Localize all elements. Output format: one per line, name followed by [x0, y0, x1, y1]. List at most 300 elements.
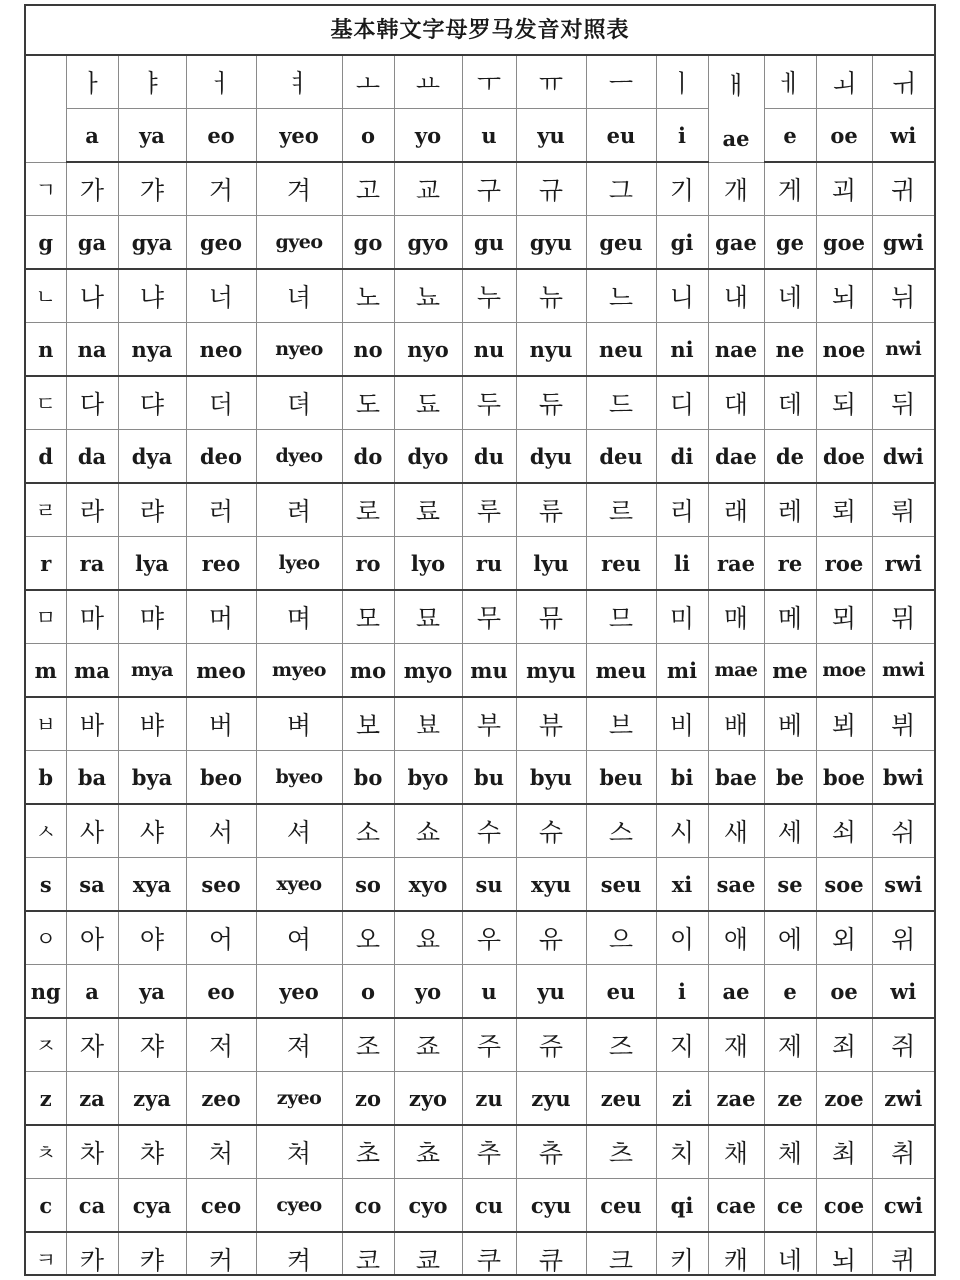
syllable-cell: 셔 — [256, 804, 342, 858]
romanized-cell: xyo — [394, 858, 462, 912]
vowel-roman: u — [462, 109, 516, 163]
romanized-cell: eu — [586, 965, 656, 1019]
syllable-cell: 벼 — [256, 697, 342, 751]
syllable-cell: 스 — [586, 804, 656, 858]
syllable-cell: 재 — [708, 1018, 764, 1072]
romanized-cell: byo — [394, 751, 462, 805]
romanized-cell: cu — [462, 1179, 516, 1233]
syllable-cell: 미 — [656, 590, 708, 644]
syllable-cell: 보 — [342, 697, 394, 751]
syllable-cell: 귀 — [872, 162, 934, 216]
romanized-cell: wi — [872, 965, 934, 1019]
syllable-cell: 뉴 — [516, 269, 586, 323]
syllable-cell: 아 — [66, 911, 118, 965]
romanized-row — [26, 965, 934, 1019]
syllable-cell: 츄 — [516, 1125, 586, 1179]
romanized-cell: lya — [118, 537, 186, 591]
syllable-cell: 저 — [186, 1018, 256, 1072]
romanized-cell: bwi — [872, 751, 934, 805]
romanized-cell: do — [342, 430, 394, 484]
syllable-cell: 머 — [186, 590, 256, 644]
syllable-cell: 이 — [656, 911, 708, 965]
syllable-cell: 추 — [462, 1125, 516, 1179]
romanized-cell: so — [342, 858, 394, 912]
romanized-cell: xi — [656, 858, 708, 912]
consonant-letter: ㄴ — [26, 269, 66, 323]
syllable-cell: 버 — [186, 697, 256, 751]
romanized-row — [26, 751, 934, 805]
syllable-cell: 채 — [708, 1125, 764, 1179]
romanized-cell: co — [342, 1179, 394, 1233]
vowel-roman: yeo — [256, 109, 342, 163]
romanized-cell: gwi — [872, 216, 934, 270]
romanized-cell: myo — [394, 644, 462, 698]
syllable-cell: 뇌 — [816, 1232, 872, 1276]
consonant-roman: g — [26, 216, 66, 270]
syllable-cell: 되 — [816, 376, 872, 430]
syllable-cell: 캐 — [708, 1232, 764, 1276]
vowel-letter: ㅏ — [66, 56, 118, 109]
syllable-cell: 댜 — [118, 376, 186, 430]
romanized-cell: zyeo — [256, 1072, 342, 1126]
romanized-cell: deu — [586, 430, 656, 484]
syllable-cell: 여 — [256, 911, 342, 965]
vowel-roman: wi — [872, 109, 934, 163]
romanized-row — [26, 430, 934, 484]
romanized-cell: u — [462, 965, 516, 1019]
romanized-cell: yu — [516, 965, 586, 1019]
syllable-cell: 랴 — [118, 483, 186, 537]
romanized-cell: beu — [586, 751, 656, 805]
romanized-cell: gu — [462, 216, 516, 270]
romanized-cell: cwi — [872, 1179, 934, 1233]
romanized-cell: nwi — [872, 323, 934, 377]
consonant-letter: ㅇ — [26, 911, 66, 965]
romanized-cell: dya — [118, 430, 186, 484]
syllable-cell: 외 — [816, 911, 872, 965]
vowel-letter: ㅓ — [186, 56, 256, 109]
syllable-cell: 쇼 — [394, 804, 462, 858]
consonant-roman: c — [26, 1179, 66, 1233]
romanized-cell: gya — [118, 216, 186, 270]
syllable-cell: 키 — [656, 1232, 708, 1276]
vowel-roman: e — [764, 109, 816, 163]
syllable-cell: 뇌 — [816, 269, 872, 323]
syllable-cell: 즈 — [586, 1018, 656, 1072]
romanized-cell: seo — [186, 858, 256, 912]
romanized-cell: ceu — [586, 1179, 656, 1233]
syllable-cell: 켜 — [256, 1232, 342, 1276]
romanized-cell: be — [764, 751, 816, 805]
romanized-cell: a — [66, 965, 118, 1019]
romanized-cell: bu — [462, 751, 516, 805]
syllable-cell: 노 — [342, 269, 394, 323]
syllable-cell: 체 — [764, 1125, 816, 1179]
syllable-cell: 서 — [186, 804, 256, 858]
romanized-cell: meu — [586, 644, 656, 698]
syllable-cell: 로 — [342, 483, 394, 537]
syllable-cell: 냐 — [118, 269, 186, 323]
syllable-cell: 묘 — [394, 590, 462, 644]
syllable-cell: 네 — [764, 269, 816, 323]
romanized-cell: go — [342, 216, 394, 270]
romanized-cell: nyu — [516, 323, 586, 377]
romanized-cell: zeu — [586, 1072, 656, 1126]
syllable-cell: 도 — [342, 376, 394, 430]
romanized-cell: doe — [816, 430, 872, 484]
syllable-cell: 나 — [66, 269, 118, 323]
vowel-roman: ae — [722, 126, 750, 151]
romanized-cell: xyu — [516, 858, 586, 912]
syllable-cell: 조 — [342, 1018, 394, 1072]
syllable-cell: 루 — [462, 483, 516, 537]
syllable-cell: 뉘 — [872, 269, 934, 323]
romanized-cell: byeo — [256, 751, 342, 805]
romanized-cell: o — [342, 965, 394, 1019]
romanized-cell: nu — [462, 323, 516, 377]
syllable-cell: 챠 — [118, 1125, 186, 1179]
syllable-cell: 누 — [462, 269, 516, 323]
vowel-letter: ㅗ — [342, 56, 394, 109]
romanized-cell: bo — [342, 751, 394, 805]
romanized-cell: yeo — [256, 965, 342, 1019]
syllable-cell: 개 — [708, 162, 764, 216]
syllable-cell: 기 — [656, 162, 708, 216]
romanized-cell: zwi — [872, 1072, 934, 1126]
syllable-cell: 무 — [462, 590, 516, 644]
syllable-cell: 쵸 — [394, 1125, 462, 1179]
romanized-cell: gae — [708, 216, 764, 270]
syllable-cell: 뤼 — [872, 483, 934, 537]
romanized-cell: nyo — [394, 323, 462, 377]
romanized-cell: xya — [118, 858, 186, 912]
romanized-row — [26, 323, 934, 377]
romanized-cell: i — [656, 965, 708, 1019]
romanized-cell: ne — [764, 323, 816, 377]
romanized-cell: bae — [708, 751, 764, 805]
romanized-cell: gyo — [394, 216, 462, 270]
romanized-cell: sae — [708, 858, 764, 912]
syllable-cell: 코 — [342, 1232, 394, 1276]
romanized-cell: soe — [816, 858, 872, 912]
romanized-cell: xyeo — [256, 858, 342, 912]
syllable-cell: 슈 — [516, 804, 586, 858]
syllable-cell: 어 — [186, 911, 256, 965]
syllable-cell: 캬 — [118, 1232, 186, 1276]
syllable-cell: 처 — [186, 1125, 256, 1179]
romanized-cell: re — [764, 537, 816, 591]
romanized-cell: ra — [66, 537, 118, 591]
syllable-cell: 괴 — [816, 162, 872, 216]
syllable-cell: 레 — [764, 483, 816, 537]
romanized-cell: dwi — [872, 430, 934, 484]
romanized-cell: myu — [516, 644, 586, 698]
syllable-cell: 퀴 — [872, 1232, 934, 1276]
vowel-roman: i — [656, 109, 708, 163]
romanized-cell: cyo — [394, 1179, 462, 1233]
romanized-cell: nae — [708, 323, 764, 377]
romanized-cell: boe — [816, 751, 872, 805]
syllable-cell: 최 — [816, 1125, 872, 1179]
consonant-letter: ㅁ — [26, 590, 66, 644]
romanized-cell: reu — [586, 537, 656, 591]
romanized-cell: ya — [118, 965, 186, 1019]
romanized-cell: nyeo — [256, 323, 342, 377]
syllable-cell: 뵤 — [394, 697, 462, 751]
syllable-row — [26, 697, 934, 751]
romanized-cell: meo — [186, 644, 256, 698]
consonant-roman: ng — [26, 965, 66, 1019]
syllable-row — [26, 1018, 934, 1072]
syllable-cell: 수 — [462, 804, 516, 858]
syllable-cell: 치 — [656, 1125, 708, 1179]
romanized-cell: zu — [462, 1072, 516, 1126]
syllable-cell: 에 — [764, 911, 816, 965]
vowel-roman: ya — [118, 109, 186, 163]
romanized-cell: ro — [342, 537, 394, 591]
syllable-cell: 우 — [462, 911, 516, 965]
syllable-cell: 규 — [516, 162, 586, 216]
syllable-cell: 쳐 — [256, 1125, 342, 1179]
romanized-cell: na — [66, 323, 118, 377]
corner-cell — [26, 56, 66, 162]
vowel-letter-row — [26, 56, 934, 109]
consonant-roman: b — [26, 751, 66, 805]
romanized-cell: lyeo — [256, 537, 342, 591]
syllable-cell: 카 — [66, 1232, 118, 1276]
syllable-cell: 쥬 — [516, 1018, 586, 1072]
romanized-cell: za — [66, 1072, 118, 1126]
romanized-cell: yo — [394, 965, 462, 1019]
syllable-cell: 뮈 — [872, 590, 934, 644]
romanized-cell: seu — [586, 858, 656, 912]
syllable-cell: 뇨 — [394, 269, 462, 323]
vowel-roman: oe — [816, 109, 872, 163]
consonant-letter: ㄷ — [26, 376, 66, 430]
syllable-cell: 시 — [656, 804, 708, 858]
romanized-cell: mi — [656, 644, 708, 698]
romanized-cell: da — [66, 430, 118, 484]
vowel-letter: ㅐ — [723, 71, 749, 100]
syllable-cell: 지 — [656, 1018, 708, 1072]
romanized-cell: dyo — [394, 430, 462, 484]
romanized-cell: se — [764, 858, 816, 912]
romanized-cell: de — [764, 430, 816, 484]
romanized-cell: moe — [816, 644, 872, 698]
syllable-cell: 류 — [516, 483, 586, 537]
syllable-cell: 야 — [118, 911, 186, 965]
romanized-cell: geo — [186, 216, 256, 270]
syllable-row — [26, 1125, 934, 1179]
consonant-roman: m — [26, 644, 66, 698]
syllable-cell: 디 — [656, 376, 708, 430]
vowel-roman: o — [342, 109, 394, 163]
syllable-cell: 래 — [708, 483, 764, 537]
syllable-cell: 니 — [656, 269, 708, 323]
romanized-cell: zya — [118, 1072, 186, 1126]
syllable-cell: 네 — [764, 1232, 816, 1276]
vowel-letter: ㅡ — [586, 56, 656, 109]
vowel-roman: eo — [186, 109, 256, 163]
romanized-cell: deo — [186, 430, 256, 484]
vowel-letter: ㅕ — [256, 56, 342, 109]
romanized-cell: cyeo — [256, 1179, 342, 1233]
romanized-cell: mo — [342, 644, 394, 698]
romanized-cell: ba — [66, 751, 118, 805]
consonant-roman: z — [26, 1072, 66, 1126]
romanized-cell: mwi — [872, 644, 934, 698]
vowel-letter: ㅟ — [872, 56, 934, 109]
romanized-cell: zyu — [516, 1072, 586, 1126]
romanized-cell: ru — [462, 537, 516, 591]
romanized-cell: lyo — [394, 537, 462, 591]
syllable-cell: 먀 — [118, 590, 186, 644]
romanized-cell: mu — [462, 644, 516, 698]
consonant-letter: ㄹ — [26, 483, 66, 537]
consonant-letter: ㅈ — [26, 1018, 66, 1072]
syllable-cell: 오 — [342, 911, 394, 965]
syllable-cell: 샤 — [118, 804, 186, 858]
syllable-cell: 뵈 — [816, 697, 872, 751]
romanized-cell: goe — [816, 216, 872, 270]
syllable-cell: 듀 — [516, 376, 586, 430]
romanized-cell: roe — [816, 537, 872, 591]
syllable-cell: 뢰 — [816, 483, 872, 537]
syllable-cell: 쟈 — [118, 1018, 186, 1072]
romanized-cell: neo — [186, 323, 256, 377]
syllable-cell: 배 — [708, 697, 764, 751]
consonant-roman: d — [26, 430, 66, 484]
syllable-cell: 부 — [462, 697, 516, 751]
romanized-row — [26, 537, 934, 591]
syllable-cell: 비 — [656, 697, 708, 751]
vowel-roman: yu — [516, 109, 586, 163]
syllable-cell: 커 — [186, 1232, 256, 1276]
syllable-cell: 쿠 — [462, 1232, 516, 1276]
romanized-cell: ceo — [186, 1179, 256, 1233]
romanized-row — [26, 1072, 934, 1126]
consonant-roman: r — [26, 537, 66, 591]
syllable-cell: 리 — [656, 483, 708, 537]
consonant-letter: ㅋ — [26, 1232, 66, 1276]
syllable-cell: 르 — [586, 483, 656, 537]
syllable-cell: 마 — [66, 590, 118, 644]
romanized-cell: zoe — [816, 1072, 872, 1126]
syllable-cell: 쥐 — [872, 1018, 934, 1072]
romanized-cell: gyeo — [256, 216, 342, 270]
romanized-cell: su — [462, 858, 516, 912]
vowel-roman: a — [66, 109, 118, 163]
syllable-cell: 츠 — [586, 1125, 656, 1179]
romanized-cell: rwi — [872, 537, 934, 591]
syllable-row — [26, 911, 934, 965]
syllable-cell: 차 — [66, 1125, 118, 1179]
page-title: 基本韩文字母罗马发音对照表 — [26, 6, 934, 56]
syllable-row — [26, 804, 934, 858]
romanized-cell: di — [656, 430, 708, 484]
syllable-cell: 됴 — [394, 376, 462, 430]
syllable-cell: 애 — [708, 911, 764, 965]
syllable-cell: 라 — [66, 483, 118, 537]
romanized-cell: beo — [186, 751, 256, 805]
romanized-cell: noe — [816, 323, 872, 377]
syllable-cell: 취 — [872, 1125, 934, 1179]
syllable-cell: 유 — [516, 911, 586, 965]
syllable-row — [26, 162, 934, 216]
romanized-cell: qi — [656, 1179, 708, 1233]
syllable-cell: 져 — [256, 1018, 342, 1072]
romanized-cell: cae — [708, 1179, 764, 1233]
syllable-cell: 게 — [764, 162, 816, 216]
syllable-cell: 크 — [586, 1232, 656, 1276]
syllable-cell: 느 — [586, 269, 656, 323]
romanized-cell: ma — [66, 644, 118, 698]
syllable-cell: 러 — [186, 483, 256, 537]
syllable-cell: 녀 — [256, 269, 342, 323]
romanized-cell: nya — [118, 323, 186, 377]
consonant-letter: ㅂ — [26, 697, 66, 751]
romanized-cell: ca — [66, 1179, 118, 1233]
syllable-row — [26, 483, 934, 537]
romanization-chart — [24, 4, 936, 1276]
syllable-cell: 뷰 — [516, 697, 586, 751]
syllable-cell: 브 — [586, 697, 656, 751]
romanized-row — [26, 644, 934, 698]
romanized-cell: du — [462, 430, 516, 484]
syllable-cell: 바 — [66, 697, 118, 751]
vowel-roman: yo — [394, 109, 462, 163]
vowel-roman: eu — [586, 109, 656, 163]
syllable-cell: 뫼 — [816, 590, 872, 644]
romanized-cell: lyu — [516, 537, 586, 591]
syllable-cell: 소 — [342, 804, 394, 858]
syllable-cell: 새 — [708, 804, 764, 858]
romanized-row — [26, 858, 934, 912]
vowel-letter: ㅠ — [516, 56, 586, 109]
romanized-cell: li — [656, 537, 708, 591]
syllable-cell: 너 — [186, 269, 256, 323]
syllable-cell: 고 — [342, 162, 394, 216]
romanized-cell: mya — [118, 644, 186, 698]
romanized-cell: cyu — [516, 1179, 586, 1233]
romanized-cell: zyo — [394, 1072, 462, 1126]
romanized-cell: ni — [656, 323, 708, 377]
romanized-cell: gyu — [516, 216, 586, 270]
syllable-cell: 쇠 — [816, 804, 872, 858]
consonant-roman: s — [26, 858, 66, 912]
romanized-cell: coe — [816, 1179, 872, 1233]
romanized-cell: ge — [764, 216, 816, 270]
syllable-cell: 자 — [66, 1018, 118, 1072]
romanized-cell: zae — [708, 1072, 764, 1126]
romanized-cell: zi — [656, 1072, 708, 1126]
romanized-cell: zo — [342, 1072, 394, 1126]
vowel-roman-row — [26, 109, 934, 163]
vowel-letter: ㅣ — [656, 56, 708, 109]
syllable-cell: 료 — [394, 483, 462, 537]
romanized-cell: myeo — [256, 644, 342, 698]
syllable-cell: 드 — [586, 376, 656, 430]
romanized-cell: mae — [708, 644, 764, 698]
syllable-cell: 겨 — [256, 162, 342, 216]
syllable-row — [26, 1232, 934, 1276]
vowel-letter: ㅑ — [118, 56, 186, 109]
romanized-cell: dyu — [516, 430, 586, 484]
romanized-cell: ze — [764, 1072, 816, 1126]
syllable-cell: 갸 — [118, 162, 186, 216]
syllable-cell: 죠 — [394, 1018, 462, 1072]
syllable-cell: 구 — [462, 162, 516, 216]
